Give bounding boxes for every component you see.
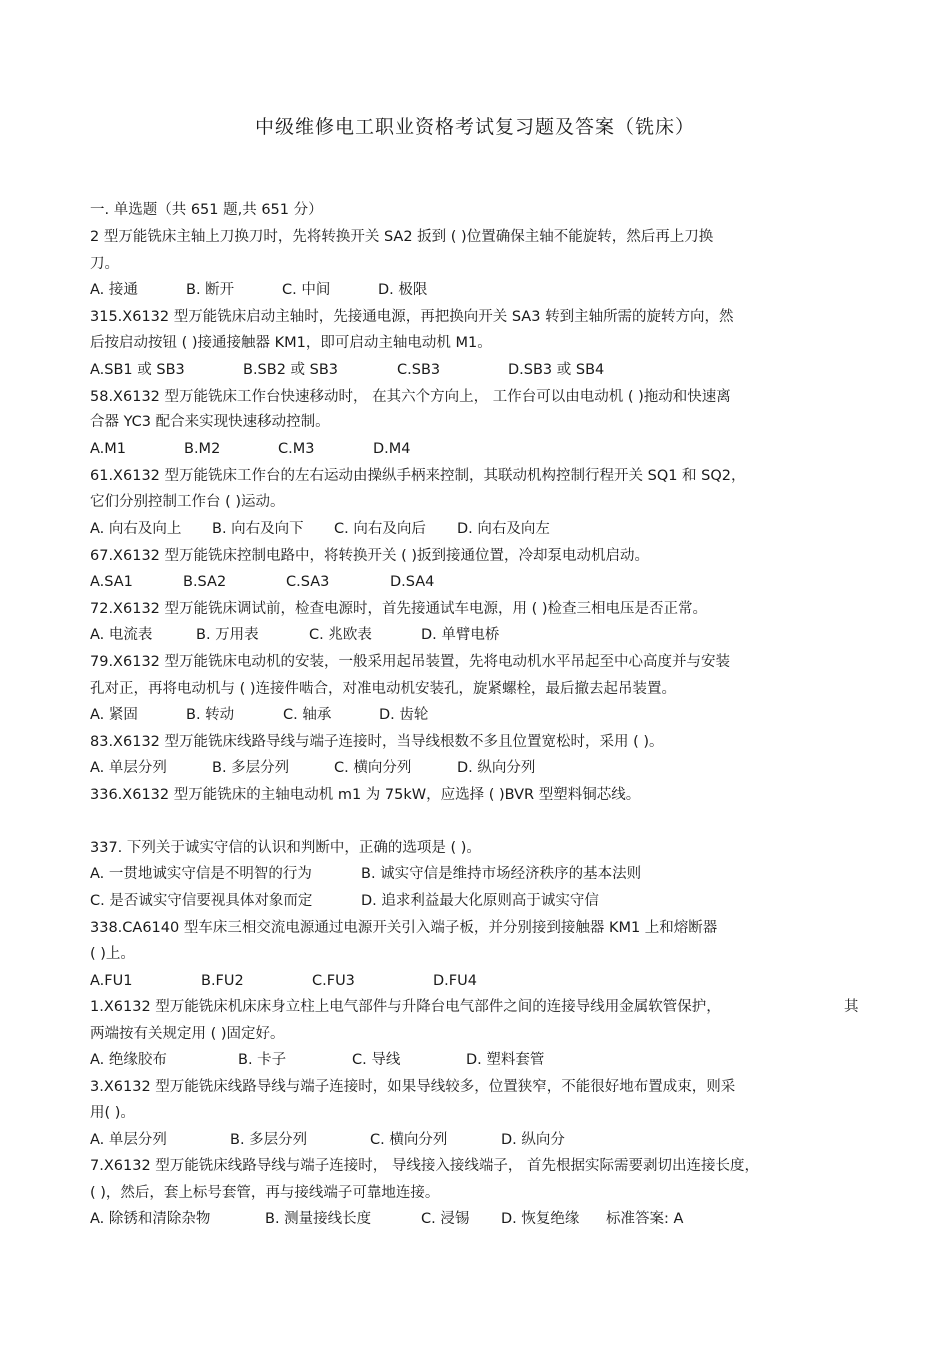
option-b: B. 卡子: [238, 1052, 287, 1068]
question-text: 3.X6132 型万能铣床线路导线与端子连接时，如果导线较多，位置狭窄，不能很好地布置成束，则采: [90, 1079, 736, 1095]
question-text: 刀。: [90, 256, 119, 272]
option-b: B. 向右及向下: [212, 521, 304, 537]
option-d: D. 极限: [378, 282, 428, 298]
option-c: C. 兆欧表: [309, 627, 372, 643]
option-b: B.FU2: [201, 973, 244, 989]
option-c: C. 中间: [282, 282, 331, 298]
option-a: A.FU1: [90, 973, 133, 989]
question-text-part: 1.X6132 型万能铣床机床床身立柱上电气部件与升降台电气部件之间的连接导线用金属软管保护，: [90, 999, 721, 1015]
option-a: A. 电流表: [90, 627, 153, 643]
option-b: B.SB2 或 SB3: [243, 362, 339, 378]
page-title: 中级维修电工职业资格考试复习题及答案（铣床）: [254, 116, 695, 138]
question-text: 337. 下列关于诚实守信的认识和判断中，正确的选项是 ( )。: [90, 840, 481, 856]
option-c: C. 浸锡: [421, 1211, 470, 1227]
answer-label: 标准答案: A: [606, 1211, 684, 1227]
option-b: B. 多层分列: [230, 1132, 308, 1148]
option-a: A. 单层分列: [90, 760, 167, 776]
option-d: D.SA4: [390, 574, 435, 590]
option-b: B. 转动: [186, 707, 235, 723]
option-b: B. 多层分列: [212, 760, 290, 776]
question-text: ( )上。: [90, 946, 135, 962]
question-text: 孔对正，再将电动机与 ( )连接件啮合，对准电动机安装孔，旋紧螺栓，最后撤去起吊装置。: [90, 681, 677, 697]
question-text: 两端按有关规定用 ( )固定好。: [90, 1026, 285, 1042]
option-a: A. 向右及向上: [90, 521, 182, 537]
option-a: A. 一贯地诚实守信是不明智的行为: [90, 866, 312, 882]
option-a: A. 绝缘胶布: [90, 1052, 167, 1068]
option-c: C.SA3: [286, 574, 330, 590]
option-a: A.M1: [90, 441, 127, 457]
option-c: C. 是否诚实守信要视具体对象而定: [90, 893, 313, 909]
option-d: D. 齿轮: [379, 707, 429, 723]
option-b: B.SA2: [183, 574, 227, 590]
option-d: D. 单臂电桥: [421, 627, 500, 643]
option-a: A.SA1: [90, 574, 133, 590]
question-text: 315.X6132 型万能铣床启动主轴时，先接通电源，再把换向开关 SA3 转到主轴所需的旋转方向，然: [90, 309, 734, 325]
question-text: ( )，然后，套上标号套管，再与接线端子可靠地连接。: [90, 1185, 440, 1201]
option-d: D. 塑料套管: [466, 1052, 545, 1068]
option-d: D.M4: [373, 441, 411, 457]
option-d: D. 追求利益最大化原则高于诚实守信: [361, 893, 599, 909]
option-d: D. 纵向分: [501, 1132, 565, 1148]
question-text: 它们分别控制工作台 ( )运动。: [90, 494, 285, 510]
option-c: C.FU3: [312, 973, 355, 989]
question-text: 67.X6132 型万能铣床控制电路中，将转换开关 ( )扳到接通位置，冷却泵电动机启动。: [90, 548, 650, 564]
question-text: 后按启动按钮 ( )接通接触器 KM1，即可启动主轴电动机 M1。: [90, 335, 492, 351]
option-a: A. 紧固: [90, 707, 138, 723]
option-b: B. 测量接线长度: [265, 1211, 372, 1227]
question-text: 72.X6132 型万能铣床调试前，检查电源时，首先接通试车电源，用 ( )检查三相电压是否正常。: [90, 601, 708, 617]
section-heading: 一. 单选题（共 651 题,共 651 分）: [90, 202, 323, 218]
question-text: 2 型万能铣床主轴上刀换刀时，先将转换开关 SA2 扳到 ( )位置确保主轴不能旋转，然后再上刀换: [90, 229, 714, 245]
question-text: 58.X6132 型万能铣床工作台快速移动时， 在其六个方向上， 工作台可以由电动机 ( )拖动和快速离: [90, 389, 731, 405]
question-text: 83.X6132 型万能铣床线路导线与端子连接时，当导线根数不多且位置宽松时，采用 ( )。: [90, 734, 664, 750]
option-d: D. 向右及向左: [457, 521, 550, 537]
option-b: B. 断开: [186, 282, 235, 298]
option-c: C. 横向分列: [370, 1132, 448, 1148]
option-c: C. 轴承: [283, 707, 332, 723]
question-text: 338.CA6140 型车床三相交流电源通过电源开关引入端子板，并分别接到接触器 KM1 上和熔断器: [90, 920, 718, 936]
option-d: D. 纵向分列: [457, 760, 536, 776]
option-d: D.SB3 或 SB4: [508, 362, 605, 378]
option-a: A. 接通: [90, 282, 138, 298]
question-text: 合器 YC3 配合来实现快速移动控制。: [90, 414, 330, 430]
question-text: 79.X6132 型万能铣床电动机的安装，一般采用起吊装置，先将电动机水平吊起至中心高度并与安装: [90, 654, 731, 670]
question-text: 336.X6132 型万能铣床的主轴电动机 m1 为 75kW，应选择 ( )BVR 型塑料铜芯线。: [90, 787, 641, 803]
question-text: 61.X6132 型万能铣床工作台的左右运动由操纵手柄来控制，其联动机构控制行程开关 SQ1 和 SQ2，: [90, 468, 746, 484]
option-c: C. 导线: [352, 1052, 401, 1068]
option-b: B.M2: [184, 441, 221, 457]
option-d: D. 恢复绝缘: [501, 1211, 580, 1227]
option-d: D.FU4: [433, 973, 477, 989]
option-c: C.SB3: [397, 362, 441, 378]
question-text: 用( )。: [90, 1105, 135, 1121]
option-c: C. 横向分列: [334, 760, 412, 776]
option-b: B. 诚实守信是维持市场经济秩序的基本法则: [361, 866, 642, 882]
question-text: 7.X6132 型万能铣床线路导线与端子连接时， 导线接入接线端子， 首先根据实际需要剥切出连接长度，: [90, 1158, 759, 1174]
option-a: A. 单层分列: [90, 1132, 167, 1148]
question-text-part: 其: [844, 999, 859, 1015]
option-a: A.SB1 或 SB3: [90, 362, 185, 378]
option-a: A. 除锈和清除杂物: [90, 1211, 211, 1227]
option-b: B. 万用表: [196, 627, 259, 643]
option-c: C. 向右及向后: [334, 521, 426, 537]
option-c: C.M3: [278, 441, 315, 457]
